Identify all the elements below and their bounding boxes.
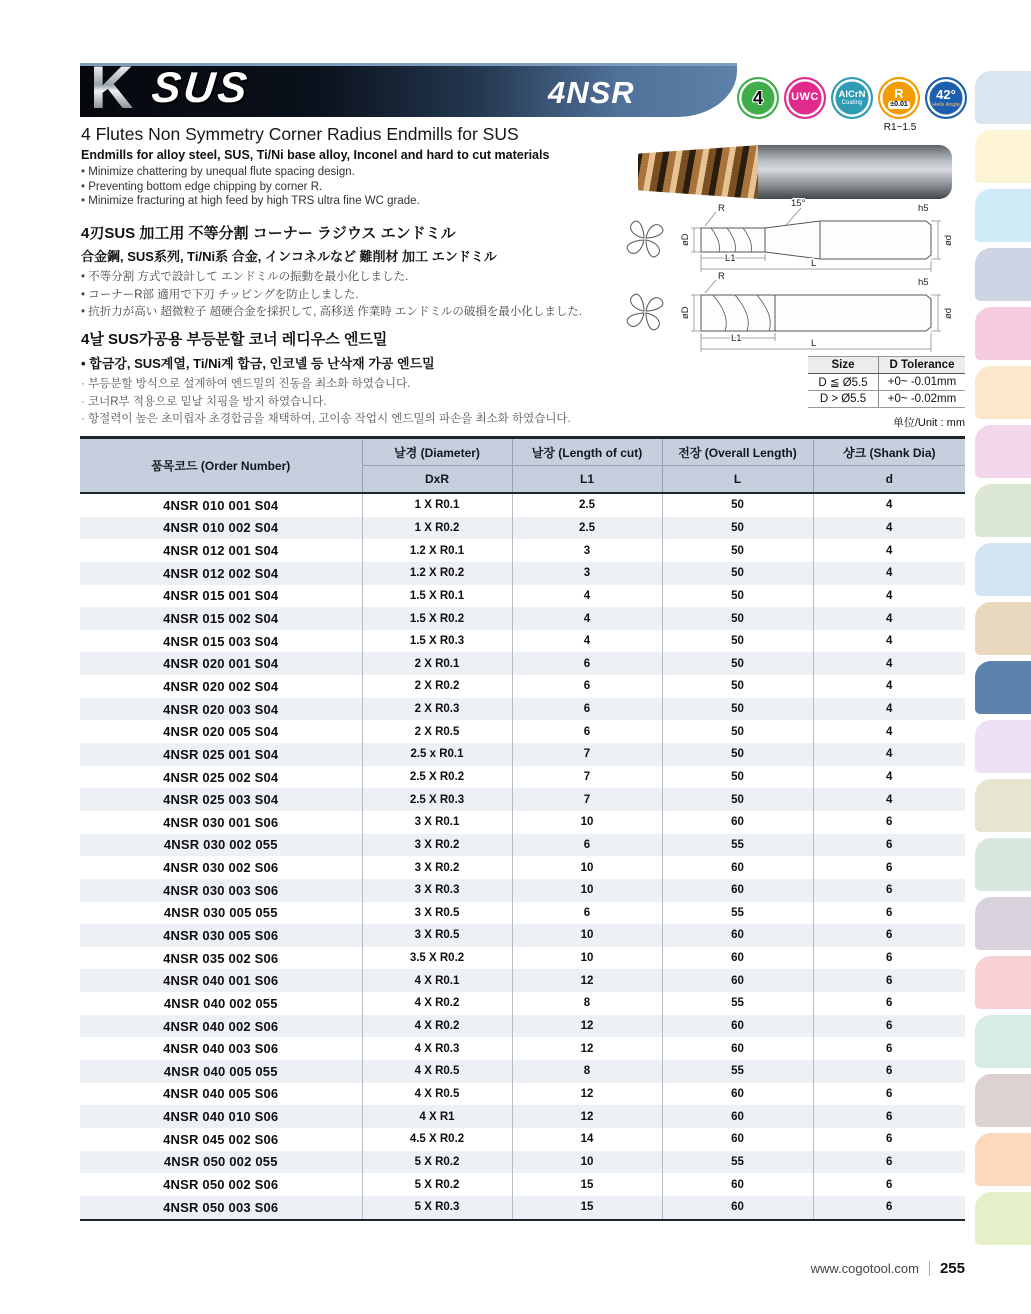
tolerance-size-cell: D ≦ Ø5.5 bbox=[808, 374, 879, 391]
d-cell: 4 bbox=[886, 703, 893, 716]
l1-cell: 6 bbox=[512, 652, 662, 675]
d-cell: 4 bbox=[886, 544, 893, 557]
dxr-cell: 4 X R0.5 bbox=[362, 1083, 512, 1106]
table-row bbox=[80, 720, 965, 743]
radius-label: R bbox=[718, 271, 725, 282]
shank-tolerance-label: h5 bbox=[918, 203, 929, 214]
l1-cell: 12 bbox=[512, 969, 662, 992]
d-cell: 6 bbox=[886, 974, 893, 987]
d-cell: 6 bbox=[886, 1178, 893, 1191]
index-tab bbox=[975, 248, 1031, 301]
dxr-cell: 5 X R0.2 bbox=[362, 1151, 512, 1174]
tolerance-row bbox=[808, 374, 965, 391]
index-tab bbox=[975, 1192, 1031, 1245]
d-cell: 6 bbox=[886, 1042, 893, 1055]
section-japanese bbox=[81, 222, 646, 322]
order-number-cell: 4NSR 010 001 S04 bbox=[80, 493, 362, 517]
table-row bbox=[80, 1196, 965, 1220]
table-row bbox=[80, 924, 965, 947]
col-subheader-l1: L1 bbox=[512, 466, 662, 494]
d-cell: 6 bbox=[886, 1155, 893, 1168]
table-row bbox=[80, 879, 965, 902]
dxr-cell: 3 X R0.1 bbox=[362, 811, 512, 834]
index-tab bbox=[975, 130, 1031, 183]
order-number-cell: 4NSR 025 001 S04 bbox=[80, 743, 362, 766]
l1-cell: 8 bbox=[512, 992, 662, 1015]
shank-dia-label: ød bbox=[943, 234, 954, 246]
badge-label: AlCrN bbox=[838, 88, 866, 100]
l1-cell: 4 bbox=[512, 607, 662, 630]
l-cell: 60 bbox=[662, 1083, 813, 1106]
index-tab bbox=[975, 366, 1031, 419]
d-cell: 4 bbox=[886, 635, 893, 648]
dxr-cell: 1 X R0.2 bbox=[362, 517, 512, 540]
table-row bbox=[80, 698, 965, 721]
table-row bbox=[80, 517, 965, 540]
l1-cell: 10 bbox=[512, 924, 662, 947]
cut-dia-label: øD bbox=[680, 306, 691, 319]
dxr-cell: 1 X R0.1 bbox=[362, 493, 512, 517]
l1-cell: 2.5 bbox=[512, 517, 662, 540]
spec-badges bbox=[737, 77, 967, 133]
d-cell: 4 bbox=[886, 725, 893, 738]
l-cell: 50 bbox=[662, 585, 813, 608]
shank-dia-label: ød bbox=[943, 307, 954, 319]
overall-length-label: L bbox=[811, 258, 817, 269]
l1-cell: 6 bbox=[512, 698, 662, 721]
l-cell: 50 bbox=[662, 766, 813, 789]
l-cell: 50 bbox=[662, 675, 813, 698]
title-english: 4 Flutes Non Symmetry Corner Radius Endmills for SUS bbox=[81, 124, 519, 144]
page-index-tabs bbox=[975, 71, 1031, 1251]
l1-cell: 3 bbox=[512, 539, 662, 562]
d-cell: 4 bbox=[886, 657, 893, 670]
l1-cell: 15 bbox=[512, 1196, 662, 1220]
l-cell: 60 bbox=[662, 924, 813, 947]
l1-cell: 8 bbox=[512, 1060, 662, 1083]
bullet-item: • Preventing bottom edge chipping by corner R. bbox=[81, 180, 646, 195]
dxr-cell: 3.5 X R0.2 bbox=[362, 947, 512, 970]
index-tab bbox=[975, 897, 1031, 950]
footer-divider bbox=[929, 1261, 930, 1276]
col-subheader-l: L bbox=[662, 466, 813, 494]
order-number-cell: 4NSR 035 002 S06 bbox=[80, 947, 362, 970]
order-number-cell: 4NSR 020 002 S04 bbox=[80, 675, 362, 698]
angle-label: 15° bbox=[791, 198, 806, 209]
order-number-cell: 4NSR 050 002 055 bbox=[80, 1151, 362, 1174]
l1-cell: 12 bbox=[512, 1083, 662, 1106]
side-view-regular-type bbox=[701, 295, 931, 331]
col-header-overall-length: 전장 (Overall Length) bbox=[662, 438, 813, 466]
index-tab bbox=[975, 1074, 1031, 1127]
index-tab bbox=[975, 484, 1031, 537]
index-tab bbox=[975, 189, 1031, 242]
order-number-cell: 4NSR 012 002 S04 bbox=[80, 562, 362, 585]
dxr-cell: 4.5 X R0.2 bbox=[362, 1128, 512, 1151]
table-row bbox=[80, 902, 965, 925]
table-row bbox=[80, 493, 965, 517]
endmill-shank-image bbox=[758, 145, 952, 199]
cut-dia-label: øD bbox=[680, 233, 691, 246]
front-view-icon bbox=[627, 221, 663, 257]
index-tab bbox=[975, 779, 1031, 832]
d-cell: 6 bbox=[886, 929, 893, 942]
l-cell: 50 bbox=[662, 517, 813, 540]
table-row bbox=[80, 992, 965, 1015]
l1-cell: 6 bbox=[512, 902, 662, 925]
table-row bbox=[80, 766, 965, 789]
l1-cell: 6 bbox=[512, 720, 662, 743]
order-number-cell: 4NSR 050 003 S06 bbox=[80, 1196, 362, 1220]
table-row bbox=[80, 585, 965, 608]
index-tab bbox=[975, 602, 1031, 655]
order-number-cell: 4NSR 030 002 S06 bbox=[80, 856, 362, 879]
order-number-cell: 4NSR 045 002 S06 bbox=[80, 1128, 362, 1151]
bullet-item: · 항절력이 높은 초미립자 초경합금을 채택하여, 고이송 작업시 엔드밀의 파손을 최소화 하였습니다. bbox=[81, 411, 646, 429]
endmill-flute-image bbox=[638, 145, 760, 199]
order-number-cell: 4NSR 020 005 S04 bbox=[80, 720, 362, 743]
order-number-cell: 4NSR 040 002 055 bbox=[80, 992, 362, 1015]
order-number-cell: 4NSR 010 002 S04 bbox=[80, 517, 362, 540]
d-cell: 6 bbox=[886, 1110, 893, 1123]
l-cell: 50 bbox=[662, 539, 813, 562]
l1-cell: 12 bbox=[512, 1105, 662, 1128]
l-cell: 50 bbox=[662, 630, 813, 653]
dxr-cell: 4 X R0.2 bbox=[362, 992, 512, 1015]
dxr-cell: 1.5 X R0.1 bbox=[362, 585, 512, 608]
l-cell: 50 bbox=[662, 720, 813, 743]
table-row bbox=[80, 1015, 965, 1038]
l1-cell: 7 bbox=[512, 743, 662, 766]
d-cell: 4 bbox=[886, 771, 893, 783]
l-cell: 60 bbox=[662, 969, 813, 992]
l-cell: 60 bbox=[662, 879, 813, 902]
table-row bbox=[80, 539, 965, 562]
l-cell: 50 bbox=[662, 743, 813, 766]
col-subheader-dxr: DxR bbox=[362, 466, 512, 494]
order-number-cell: 4NSR 040 010 S06 bbox=[80, 1105, 362, 1128]
l1-cell: 7 bbox=[512, 788, 662, 811]
order-number-cell: 4NSR 030 005 S06 bbox=[80, 924, 362, 947]
l1-cell: 14 bbox=[512, 1128, 662, 1151]
l1-cell: 6 bbox=[512, 834, 662, 857]
website-url: www.cogotool.com bbox=[810, 1261, 919, 1276]
l-cell: 60 bbox=[662, 1105, 813, 1128]
bullet-item: • コーナーR部 適用で下刃 チッピングを防止しました. bbox=[81, 287, 646, 305]
table-row bbox=[80, 1105, 965, 1128]
shank-tolerance-label: h5 bbox=[918, 277, 929, 288]
d-cell: 4 bbox=[886, 589, 893, 602]
dxr-cell: 4 X R0.3 bbox=[362, 1037, 512, 1060]
badge-label: UWC bbox=[791, 91, 819, 104]
bullet-item: • 不等分割 方式で設計して エンドミルの振動を最小化しました. bbox=[81, 269, 646, 287]
order-number-cell: 4NSR 040 005 055 bbox=[80, 1060, 362, 1083]
order-number-cell: 4NSR 040 003 S06 bbox=[80, 1037, 362, 1060]
index-tab bbox=[975, 1015, 1031, 1068]
bullet-item: • Minimize chattering by unequal flute spacing design. bbox=[81, 165, 646, 180]
table-row bbox=[80, 1060, 965, 1083]
d-cell: 6 bbox=[886, 997, 893, 1010]
bullets-english bbox=[81, 165, 646, 209]
spec-badge bbox=[925, 77, 967, 119]
table-row bbox=[80, 1128, 965, 1151]
col-header-diameter: 날경 (Diameter) bbox=[362, 438, 512, 466]
spec-badge bbox=[784, 77, 826, 119]
dxr-cell: 2.5 X R0.2 bbox=[362, 766, 512, 789]
l-cell: 60 bbox=[662, 947, 813, 970]
l-cell: 50 bbox=[662, 562, 813, 585]
table-row bbox=[80, 834, 965, 857]
brand-k-logo: K bbox=[90, 54, 134, 121]
d-cell: 4 bbox=[886, 612, 893, 625]
index-tab bbox=[975, 307, 1031, 360]
d-cell: 6 bbox=[886, 1020, 893, 1033]
table-row bbox=[80, 947, 965, 970]
l-cell: 60 bbox=[662, 1015, 813, 1038]
col-header-shank-dia: 샹크 (Shank Dia) bbox=[813, 438, 965, 466]
l-cell: 50 bbox=[662, 788, 813, 811]
badge-sublabel: Coating bbox=[841, 99, 863, 106]
l-cell: 60 bbox=[662, 856, 813, 879]
d-cell: 6 bbox=[886, 816, 893, 829]
l1-cell: 4 bbox=[512, 585, 662, 608]
l-cell: 55 bbox=[662, 1060, 813, 1083]
l-cell: 55 bbox=[662, 902, 813, 925]
dxr-cell: 1.2 X R0.2 bbox=[362, 562, 512, 585]
d-cell: 6 bbox=[886, 906, 893, 919]
table-row bbox=[80, 562, 965, 585]
index-tab bbox=[975, 425, 1031, 478]
dxr-cell: 2 X R0.3 bbox=[362, 698, 512, 721]
section-korean bbox=[81, 328, 646, 429]
order-number-cell: 4NSR 015 003 S04 bbox=[80, 630, 362, 653]
l1-cell: 10 bbox=[512, 1151, 662, 1174]
product-table-body bbox=[80, 493, 965, 1220]
d-cell: 4 bbox=[886, 499, 893, 512]
table-row bbox=[80, 788, 965, 811]
d-cell: 6 bbox=[886, 1133, 893, 1146]
d-cell: 6 bbox=[886, 952, 893, 965]
subtitle-english: Endmills for alloy steel, SUS, Ti/Ni base alloy, Inconel and hard to cut materials bbox=[81, 148, 550, 162]
dxr-cell: 2 X R0.1 bbox=[362, 652, 512, 675]
model-code: 4NSR bbox=[548, 75, 635, 110]
subtitle-japanese: 合金鋼, SUS系列, Ti/Ni系 合金, インコネルなど 難削材 加工 エンドミル bbox=[81, 249, 497, 264]
l1-cell: 4 bbox=[512, 630, 662, 653]
spec-badge bbox=[878, 77, 920, 133]
d-cell: 4 bbox=[886, 793, 893, 806]
table-row bbox=[80, 856, 965, 879]
front-view-icon bbox=[627, 294, 663, 330]
order-number-cell: 4NSR 040 005 S06 bbox=[80, 1083, 362, 1106]
dxr-cell: 3 X R0.3 bbox=[362, 879, 512, 902]
dxr-cell: 3 X R0.2 bbox=[362, 834, 512, 857]
tolerance-value-cell: +0~ -0.02mm bbox=[879, 391, 966, 408]
dxr-cell: 2 X R0.5 bbox=[362, 720, 512, 743]
series-sus-label: SUS bbox=[149, 64, 252, 112]
dxr-cell: 1.5 X R0.2 bbox=[362, 607, 512, 630]
order-number-cell: 4NSR 015 002 S04 bbox=[80, 607, 362, 630]
order-number-cell: 4NSR 012 001 S04 bbox=[80, 539, 362, 562]
badge-sublabel: Helix Angle bbox=[932, 101, 960, 108]
d-cell: 4 bbox=[886, 567, 893, 580]
tolerance-header-size: Size bbox=[808, 357, 879, 374]
table-row bbox=[80, 1037, 965, 1060]
order-number-cell: 4NSR 030 005 055 bbox=[80, 902, 362, 925]
index-tab bbox=[975, 720, 1031, 773]
l1-cell: 10 bbox=[512, 856, 662, 879]
index-tab bbox=[975, 1133, 1031, 1186]
bullets-korean bbox=[81, 376, 646, 429]
table-row bbox=[80, 1173, 965, 1196]
d-cell: 6 bbox=[886, 861, 893, 874]
order-number-cell: 4NSR 025 002 S04 bbox=[80, 766, 362, 789]
order-number-cell: 4NSR 015 001 S04 bbox=[80, 585, 362, 608]
order-number-cell: 4NSR 040 001 S06 bbox=[80, 969, 362, 992]
badge-note: R1~1.5 bbox=[883, 122, 917, 133]
dxr-cell: 3 X R0.2 bbox=[362, 856, 512, 879]
l-cell: 60 bbox=[662, 1196, 813, 1220]
order-number-cell: 4NSR 050 002 S06 bbox=[80, 1173, 362, 1196]
badge-label: R bbox=[894, 85, 904, 101]
tolerance-row bbox=[808, 391, 965, 408]
l-cell: 60 bbox=[662, 811, 813, 834]
dxr-cell: 4 X R0.1 bbox=[362, 969, 512, 992]
dxr-cell: 3 X R0.5 bbox=[362, 902, 512, 925]
badge-label: 4 bbox=[752, 87, 763, 108]
dxr-cell: 5 X R0.2 bbox=[362, 1173, 512, 1196]
bullet-item: • Minimize fracturing at high feed by high TRS ultra fine WC grade. bbox=[81, 194, 646, 209]
section-english bbox=[81, 124, 646, 209]
dxr-cell: 1.2 X R0.1 bbox=[362, 539, 512, 562]
order-number-cell: 4NSR 025 003 S04 bbox=[80, 788, 362, 811]
order-number-cell: 4NSR 030 002 055 bbox=[80, 834, 362, 857]
bullet-item: · 코너R부 적용으로 밑날 치핑을 방지 하였습니다. bbox=[81, 394, 646, 412]
l-cell: 50 bbox=[662, 493, 813, 517]
d-cell: 6 bbox=[886, 1201, 893, 1214]
d-cell: 4 bbox=[886, 680, 893, 693]
table-row bbox=[80, 743, 965, 766]
bullets-japanese bbox=[81, 269, 646, 322]
bullet-item: • 抗折力が高い 超微粒子 超硬合金を採択して, 高移送 作業時 エンドミルの破損を最小化しました. bbox=[81, 304, 646, 322]
tolerance-size-cell: D > Ø5.5 bbox=[808, 391, 879, 408]
l1-cell: 6 bbox=[512, 675, 662, 698]
page-number: 255 bbox=[939, 1260, 965, 1277]
order-number-cell: 4NSR 020 001 S04 bbox=[80, 652, 362, 675]
l1-cell: 15 bbox=[512, 1173, 662, 1196]
l-cell: 55 bbox=[662, 992, 813, 1015]
l-cell: 55 bbox=[662, 1151, 813, 1174]
l-cell: 50 bbox=[662, 698, 813, 721]
dxr-cell: 4 X R1 bbox=[362, 1105, 512, 1128]
dxr-cell: 4 X R0.2 bbox=[362, 1015, 512, 1038]
order-number-cell: 4NSR 020 003 S04 bbox=[80, 698, 362, 721]
index-tab bbox=[975, 543, 1031, 596]
l1-cell: 10 bbox=[512, 879, 662, 902]
dxr-cell: 3 X R0.5 bbox=[362, 924, 512, 947]
l-cell: 60 bbox=[662, 1128, 813, 1151]
badge-sublabel: ±0.01 bbox=[890, 101, 908, 109]
d-cell: 6 bbox=[886, 1065, 893, 1078]
series-banner bbox=[80, 54, 737, 121]
tolerance-value-cell: +0~ -0.01mm bbox=[879, 374, 966, 391]
table-row bbox=[80, 1083, 965, 1106]
dxr-cell: 1.5 X R0.3 bbox=[362, 630, 512, 653]
d-cell: 4 bbox=[886, 521, 893, 534]
l-cell: 60 bbox=[662, 1173, 813, 1196]
table-row bbox=[80, 969, 965, 992]
table-row bbox=[80, 675, 965, 698]
order-number-cell: 4NSR 030 001 S06 bbox=[80, 811, 362, 834]
l1-cell: 7 bbox=[512, 766, 662, 789]
subtitle-korean: • 합금강, SUS계열, Ti/Ni계 합금, 인코넬 등 난삭재 가공 엔드밀 bbox=[81, 353, 646, 372]
table-row bbox=[80, 1151, 965, 1174]
badge-label: 42° bbox=[936, 87, 956, 103]
cut-length-label: L1 bbox=[725, 253, 736, 264]
l1-cell: 3 bbox=[512, 562, 662, 585]
l1-cell: 10 bbox=[512, 947, 662, 970]
spec-badge bbox=[737, 77, 779, 119]
index-tab bbox=[975, 956, 1031, 1009]
dxr-cell: 2.5 X R0.3 bbox=[362, 788, 512, 811]
product-table-header bbox=[80, 438, 965, 494]
bullet-item: · 부등분할 방식으로 설계하여 엔드밀의 진동을 최소화 하였습니다. bbox=[81, 376, 646, 394]
index-tab bbox=[975, 71, 1031, 124]
index-tab bbox=[975, 661, 1031, 714]
page-footer bbox=[811, 1260, 965, 1277]
product-table bbox=[80, 436, 965, 1221]
d-cell: 4 bbox=[886, 748, 893, 761]
title-korean: 4날 SUS가공용 부등분할 코너 레디우스 엔드밀 bbox=[81, 331, 388, 348]
col-header-order-number: 품목코드 (Order Number) bbox=[80, 438, 362, 494]
tolerance-table bbox=[808, 356, 965, 408]
l-cell: 60 bbox=[662, 1037, 813, 1060]
col-subheader-d: d bbox=[813, 466, 965, 494]
table-row bbox=[80, 630, 965, 653]
l1-cell: 10 bbox=[512, 811, 662, 834]
dxr-cell: 2 X R0.2 bbox=[362, 675, 512, 698]
order-number-cell: 4NSR 040 002 S06 bbox=[80, 1015, 362, 1038]
table-row bbox=[80, 652, 965, 675]
index-tab bbox=[975, 838, 1031, 891]
table-row bbox=[80, 811, 965, 834]
title-japanese: 4刃SUS 加工用 不等分割 コーナー ラジウス エンドミル bbox=[81, 225, 456, 242]
order-number-cell: 4NSR 030 003 S06 bbox=[80, 879, 362, 902]
dxr-cell: 5 X R0.3 bbox=[362, 1196, 512, 1220]
l-cell: 55 bbox=[662, 834, 813, 857]
dxr-cell: 2.5 x R0.1 bbox=[362, 743, 512, 766]
l-cell: 50 bbox=[662, 652, 813, 675]
tolerance-header-dtol: D Tolerance bbox=[879, 357, 966, 374]
cut-length-label: L1 bbox=[731, 333, 742, 344]
d-cell: 6 bbox=[886, 884, 893, 897]
dxr-cell: 4 X R0.5 bbox=[362, 1060, 512, 1083]
l1-cell: 12 bbox=[512, 1037, 662, 1060]
l1-cell: 12 bbox=[512, 1015, 662, 1038]
dimension-drawings bbox=[615, 195, 1015, 355]
spec-badge bbox=[831, 77, 873, 119]
table-row bbox=[80, 607, 965, 630]
d-cell: 6 bbox=[886, 1087, 893, 1100]
l-cell: 50 bbox=[662, 607, 813, 630]
l1-cell: 2.5 bbox=[512, 493, 662, 517]
unit-label: 单位/Unit : mm bbox=[892, 417, 965, 429]
col-header-length-of-cut: 날장 (Length of cut) bbox=[512, 438, 662, 466]
overall-length-label: L bbox=[811, 338, 817, 349]
d-cell: 6 bbox=[886, 838, 893, 851]
radius-label: R bbox=[718, 203, 725, 214]
